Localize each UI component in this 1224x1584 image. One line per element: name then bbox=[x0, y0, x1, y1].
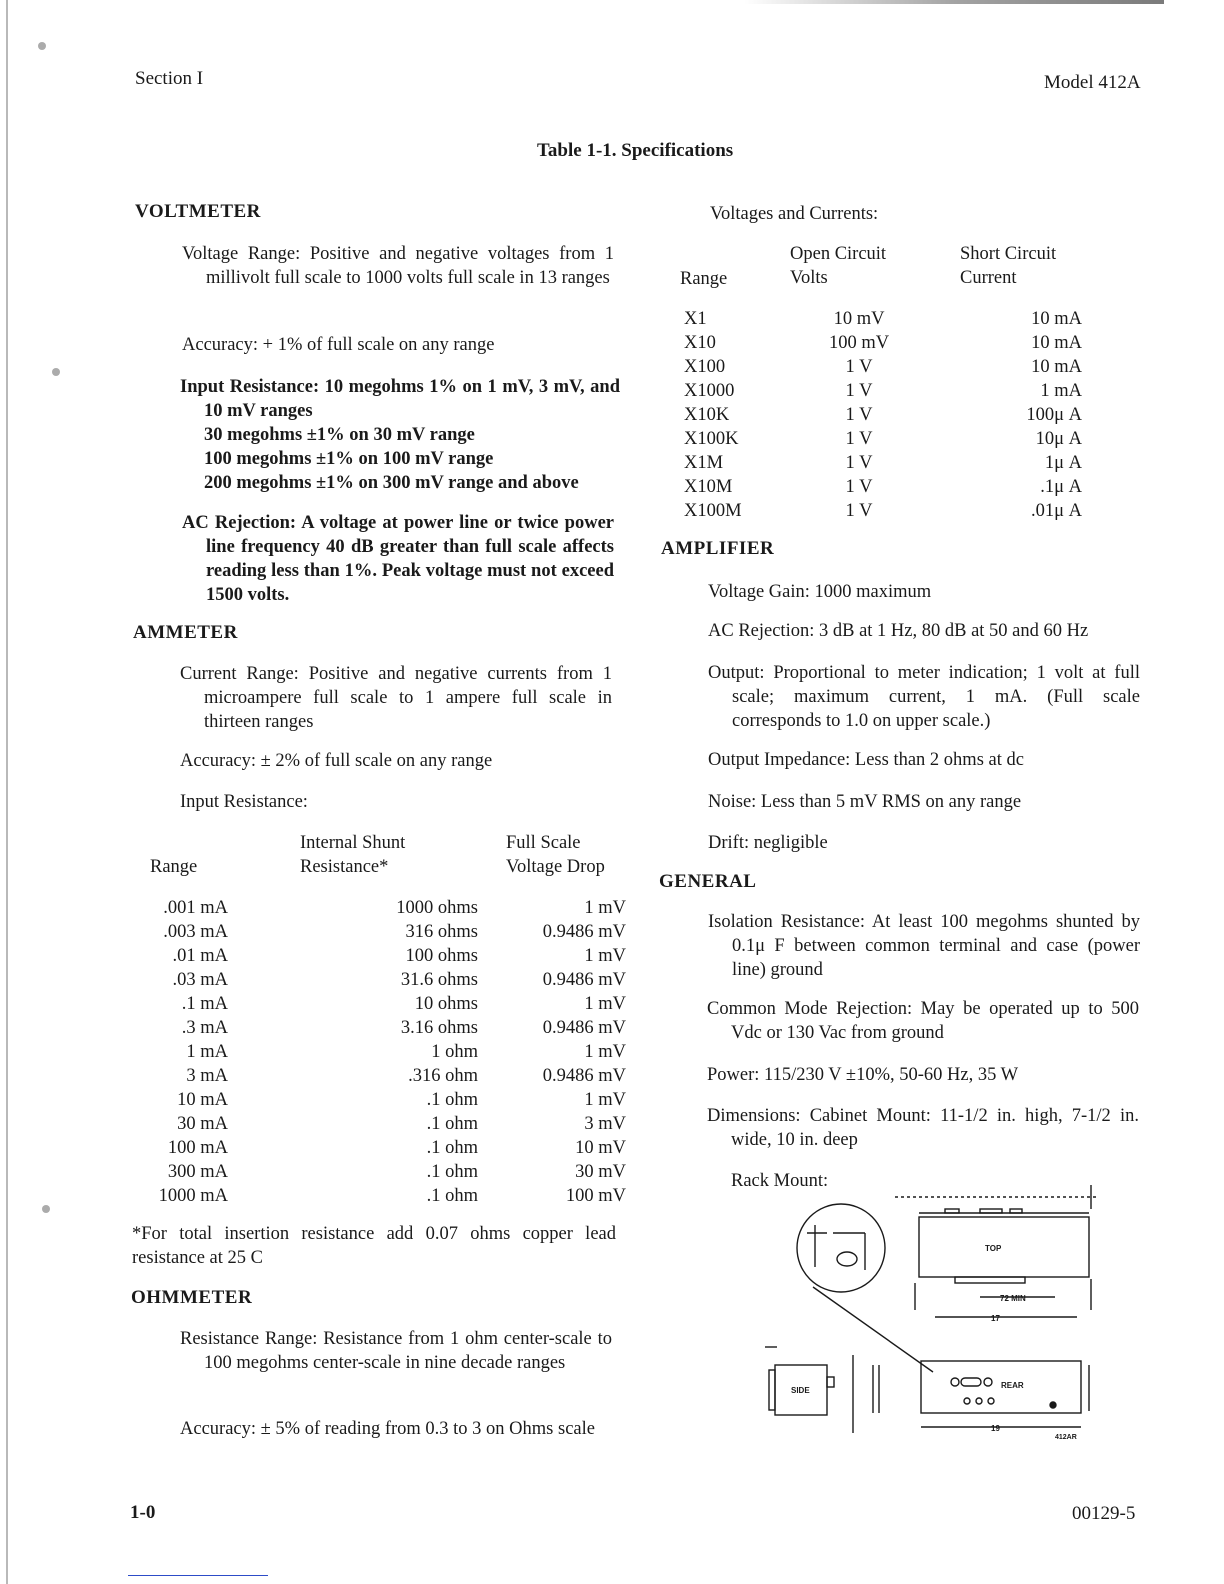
scan-underline bbox=[128, 1575, 268, 1576]
vc-volts-cell: 1 V bbox=[845, 381, 873, 401]
page-number: 1-0 bbox=[130, 1502, 156, 1523]
vc-volts-cell: 1 V bbox=[845, 357, 873, 377]
vc-current-cell: 1 mA bbox=[1040, 381, 1082, 401]
voltmeter-ac-rejection bbox=[182, 511, 614, 607]
ammeter-heading: AMMETER bbox=[133, 622, 238, 643]
scan-smudge bbox=[744, 0, 1164, 4]
amp-gain: Voltage Gain: 1000 maximum bbox=[708, 582, 932, 602]
table-row bbox=[140, 1016, 626, 1040]
input-res-line-4: 200 megohms ±1% on 300 mV range and above bbox=[204, 473, 579, 493]
vc-volts-cell: 1 V bbox=[845, 429, 873, 449]
vc-volts-cell: 1 V bbox=[845, 477, 873, 497]
amm-shunt-cell: .1 ohm bbox=[426, 1162, 478, 1182]
voltmeter-input-resistance bbox=[180, 375, 620, 495]
amm-range-cell: 10 mA bbox=[177, 1090, 228, 1110]
amp-drift: Drift: negligible bbox=[708, 833, 828, 853]
amm-shunt-cell: 3.16 ohms bbox=[400, 1018, 478, 1038]
doc-number: 00129-5 bbox=[1072, 1503, 1136, 1524]
amp-impedance: Output Impedance: Less than 2 ohms at dc bbox=[708, 750, 1024, 770]
amm-drop-cell: 100 mV bbox=[565, 1186, 626, 1206]
gen-cmr-text: Common Mode Rejection: May be operated up to 500 Vdc or 130 Vac from ground bbox=[707, 999, 1139, 1043]
amm-drop-cell: 0.9486 mV bbox=[542, 1018, 626, 1038]
ohmmeter-heading: OHMMETER bbox=[131, 1287, 253, 1308]
vc-volts-cell: 1 V bbox=[845, 453, 873, 473]
ac-rejection-text: AC Rejection: A voltage at power line or twice power line frequency 40 dB greater than full scale affects reading less than 1%. Peak voltage must not exceed 1500 volts. bbox=[182, 513, 614, 605]
amm-shunt-cell: 1 ohm bbox=[431, 1042, 478, 1062]
vc-col-oc bbox=[790, 242, 925, 290]
amm-range-cell: 1 mA bbox=[186, 1042, 228, 1062]
table-row bbox=[684, 379, 1082, 403]
diagram-label-rear: REAR bbox=[1001, 1381, 1024, 1390]
input-res-line-3: 100 megohms ±1% on 100 mV range bbox=[204, 449, 494, 469]
vc-range-cell: X100M bbox=[684, 501, 742, 521]
voltmeter-heading: VOLTMETER bbox=[135, 201, 261, 222]
amm-col-shunt-2: Resistance* bbox=[300, 857, 389, 877]
ammeter-range-text: Current Range: Positive and negative currents from 1 microampere full scale to 1 ampere full scale in thirteen ranges bbox=[180, 664, 612, 732]
input-res-line-1: Input Resistance: 10 megohms 1% on 1 mV, 3 mV, and 10 mV ranges bbox=[180, 377, 620, 421]
amm-range-cell: .01 mA bbox=[172, 946, 228, 966]
ohmmeter-accuracy-text: Accuracy: ± 5% of reading from 0.3 to 3 on Ohms scale bbox=[180, 1419, 595, 1439]
amm-col-range: Range bbox=[150, 857, 198, 877]
table-row bbox=[140, 944, 626, 968]
voltmeter-range bbox=[182, 242, 614, 290]
vc-col-sc bbox=[960, 242, 1095, 290]
gen-isolation-text: Isolation Resistance: At least 100 megohms shunted by 0.1μ F between common terminal and case (power line) ground bbox=[708, 912, 1140, 980]
amplifier-heading: AMPLIFIER bbox=[661, 538, 775, 559]
vc-range-cell: X10M bbox=[684, 477, 733, 497]
voltmeter-range-text: Voltage Range: Positive and negative voltages from 1 millivolt full scale to 1000 volts full scale in 13 ranges bbox=[182, 244, 614, 288]
ammeter-accuracy: Accuracy: ± 2% of full scale on any range bbox=[180, 751, 493, 771]
amm-drop-cell: 3 mV bbox=[584, 1114, 626, 1134]
amm-range-cell: 300 mA bbox=[167, 1162, 228, 1182]
table-row bbox=[684, 499, 1082, 523]
table-row bbox=[684, 475, 1082, 499]
vc-range-cell: X100 bbox=[684, 357, 726, 377]
amm-col-drop bbox=[506, 831, 634, 879]
vc-range-cell: X1 bbox=[684, 309, 707, 329]
table-row bbox=[140, 1184, 626, 1208]
table-row bbox=[684, 451, 1082, 475]
table-row bbox=[140, 1040, 626, 1064]
amm-col-shunt-1: Internal Shunt bbox=[300, 833, 406, 853]
vc-current-cell: 10 mA bbox=[1031, 357, 1082, 377]
diagram-label-17: 17 bbox=[991, 1314, 1000, 1323]
diagram-label-side: SIDE bbox=[791, 1386, 810, 1395]
amm-col-drop-2: Voltage Drop bbox=[506, 857, 605, 877]
scan-dot bbox=[38, 42, 46, 50]
ohmmeter-range bbox=[180, 1327, 612, 1375]
scan-dot bbox=[42, 1205, 50, 1213]
table-row bbox=[140, 920, 626, 944]
vc-col-sc-1: Short Circuit bbox=[960, 244, 1057, 264]
ammeter-table bbox=[140, 896, 626, 1208]
scan-edge bbox=[6, 0, 8, 1584]
amp-output-text: Output: Proportional to meter indication; 1 volt at full scale; maximum current, 1 mA. (Full scale corresponds to 1.0 on upper scale.) bbox=[708, 663, 1140, 731]
amm-shunt-cell: 100 ohms bbox=[405, 946, 478, 966]
vc-range-cell: X10K bbox=[684, 405, 730, 425]
vc-col-oc-1: Open Circuit bbox=[790, 244, 887, 264]
amm-col-shunt bbox=[300, 831, 465, 879]
amm-range-cell: 100 mA bbox=[167, 1138, 228, 1158]
amm-col-drop-1: Full Scale bbox=[506, 833, 581, 853]
diagram-label-top: TOP bbox=[985, 1244, 1002, 1253]
gen-dimensions bbox=[707, 1104, 1139, 1152]
vc-range-cell: X10 bbox=[684, 333, 716, 353]
scan-dot bbox=[52, 368, 60, 376]
amm-drop-cell: 0.9486 mV bbox=[542, 1066, 626, 1086]
ammeter-footnote: *For total insertion resistance add 0.07 ohms copper lead resistance at 25 C bbox=[132, 1224, 616, 1268]
table-row bbox=[684, 403, 1082, 427]
amm-drop-cell: 10 mV bbox=[575, 1138, 626, 1158]
voltmeter-accuracy: Accuracy: + 1% of full scale on any range bbox=[182, 335, 495, 355]
amm-range-cell: 1000 mA bbox=[158, 1186, 228, 1206]
vc-col-range: Range bbox=[680, 269, 728, 289]
vc-volts-cell: 10 mV bbox=[833, 309, 885, 329]
amm-range-cell: 30 mA bbox=[177, 1114, 228, 1134]
table-row bbox=[140, 992, 626, 1016]
vc-current-cell: 1μ A bbox=[1044, 453, 1082, 473]
amm-shunt-cell: .1 ohm bbox=[426, 1114, 478, 1134]
amp-ac-rejection: AC Rejection: 3 dB at 1 Hz, 80 dB at 50 and 60 Hz bbox=[708, 621, 1089, 641]
amm-shunt-cell: 31.6 ohms bbox=[400, 970, 478, 990]
table-row bbox=[684, 427, 1082, 451]
amm-range-cell: 3 mA bbox=[186, 1066, 228, 1086]
gen-rack: Rack Mount: bbox=[731, 1171, 829, 1191]
amm-drop-cell: 1 mV bbox=[584, 946, 626, 966]
vc-range-cell: X1000 bbox=[684, 381, 735, 401]
gen-power: Power: 115/230 V ±10%, 50-60 Hz, 35 W bbox=[707, 1065, 1019, 1085]
gen-cmr bbox=[707, 997, 1139, 1045]
vc-range-cell: X100K bbox=[684, 429, 739, 449]
vc-current-cell: .01μ A bbox=[1030, 501, 1082, 521]
vc-volts-cell: 1 V bbox=[845, 501, 873, 521]
detail-circle bbox=[797, 1204, 885, 1292]
amm-shunt-cell: 10 ohms bbox=[414, 994, 478, 1014]
amm-drop-cell: 0.9486 mV bbox=[542, 922, 626, 942]
amm-range-cell: .001 mA bbox=[163, 898, 228, 918]
general-heading: GENERAL bbox=[659, 871, 757, 892]
vc-current-cell: 10 mA bbox=[1031, 309, 1082, 329]
amp-output bbox=[708, 661, 1140, 733]
amm-shunt-cell: .1 ohm bbox=[426, 1090, 478, 1110]
ammeter-input-resistance: Input Resistance: bbox=[180, 792, 308, 812]
table-row bbox=[140, 1136, 626, 1160]
ohmmeter-range-text: Resistance Range: Resistance from 1 ohm center-scale to 100 megohms center-scale in nine decade ranges bbox=[180, 1329, 612, 1373]
vc-col-oc-2: Volts bbox=[790, 268, 828, 288]
diagram-label-19: 19 bbox=[991, 1424, 1000, 1433]
input-res-line-2: 30 megohms ±1% on 30 mV range bbox=[204, 425, 475, 445]
amm-range-cell: .03 mA bbox=[172, 970, 228, 990]
vc-volts-cell: 1 V bbox=[845, 405, 873, 425]
amm-shunt-cell: .316 ohm bbox=[408, 1066, 478, 1086]
vc-volts-cell: 100 mV bbox=[828, 333, 890, 353]
amm-drop-cell: 1 mV bbox=[584, 898, 626, 918]
amm-range-cell: .003 mA bbox=[163, 922, 228, 942]
gen-dimensions-text: Dimensions: Cabinet Mount: 11-1/2 in. high, 7-1/2 in. wide, 10 in. deep bbox=[707, 1106, 1139, 1150]
diagram-code: 412AR bbox=[1055, 1434, 1077, 1441]
amm-range-cell: .1 mA bbox=[181, 994, 228, 1014]
vc-table bbox=[684, 307, 1082, 523]
amm-shunt-cell: .1 ohm bbox=[426, 1138, 478, 1158]
amm-shunt-cell: .1 ohm bbox=[426, 1186, 478, 1206]
amm-shunt-cell: 1000 ohms bbox=[396, 898, 478, 918]
table-row bbox=[684, 331, 1082, 355]
diagram-label-min: 72 MIN bbox=[1000, 1294, 1026, 1303]
amm-shunt-cell: 316 ohms bbox=[405, 922, 478, 942]
amm-range-cell: .3 mA bbox=[181, 1018, 228, 1038]
table-row bbox=[684, 307, 1082, 331]
gen-isolation bbox=[708, 910, 1140, 982]
amm-drop-cell: 30 mV bbox=[575, 1162, 626, 1182]
amm-drop-cell: 1 mV bbox=[584, 1042, 626, 1062]
ohmmeter-accuracy bbox=[180, 1417, 612, 1441]
amm-drop-cell: 0.9486 mV bbox=[542, 970, 626, 990]
vc-range-cell: X1M bbox=[684, 453, 724, 473]
rack-mount-diagram bbox=[755, 1175, 1105, 1445]
amm-drop-cell: 1 mV bbox=[584, 1090, 626, 1110]
vc-current-cell: 10 mA bbox=[1031, 333, 1082, 353]
vc-current-cell: 10μ A bbox=[1035, 429, 1082, 449]
ammeter-range bbox=[180, 662, 612, 734]
vc-col-sc-2: Current bbox=[960, 268, 1017, 288]
vc-heading: Voltages and Currents: bbox=[710, 204, 879, 224]
amp-noise: Noise: Less than 5 mV RMS on any range bbox=[708, 792, 1022, 812]
table-row bbox=[140, 1064, 626, 1088]
table-row bbox=[140, 1088, 626, 1112]
table-row bbox=[140, 896, 626, 920]
table-row bbox=[140, 1160, 626, 1184]
top-view-box bbox=[919, 1217, 1089, 1277]
table-row bbox=[140, 968, 626, 992]
page-title: Table 1-1. Specifications bbox=[537, 140, 734, 161]
amm-drop-cell: 1 mV bbox=[584, 994, 626, 1014]
vc-current-cell: 100μ A bbox=[1026, 405, 1082, 425]
table-row bbox=[684, 355, 1082, 379]
table-row bbox=[140, 1112, 626, 1136]
model-label: Model 412A bbox=[1044, 72, 1141, 93]
section-label: Section I bbox=[135, 68, 204, 89]
vc-current-cell: .1μ A bbox=[1040, 477, 1082, 497]
